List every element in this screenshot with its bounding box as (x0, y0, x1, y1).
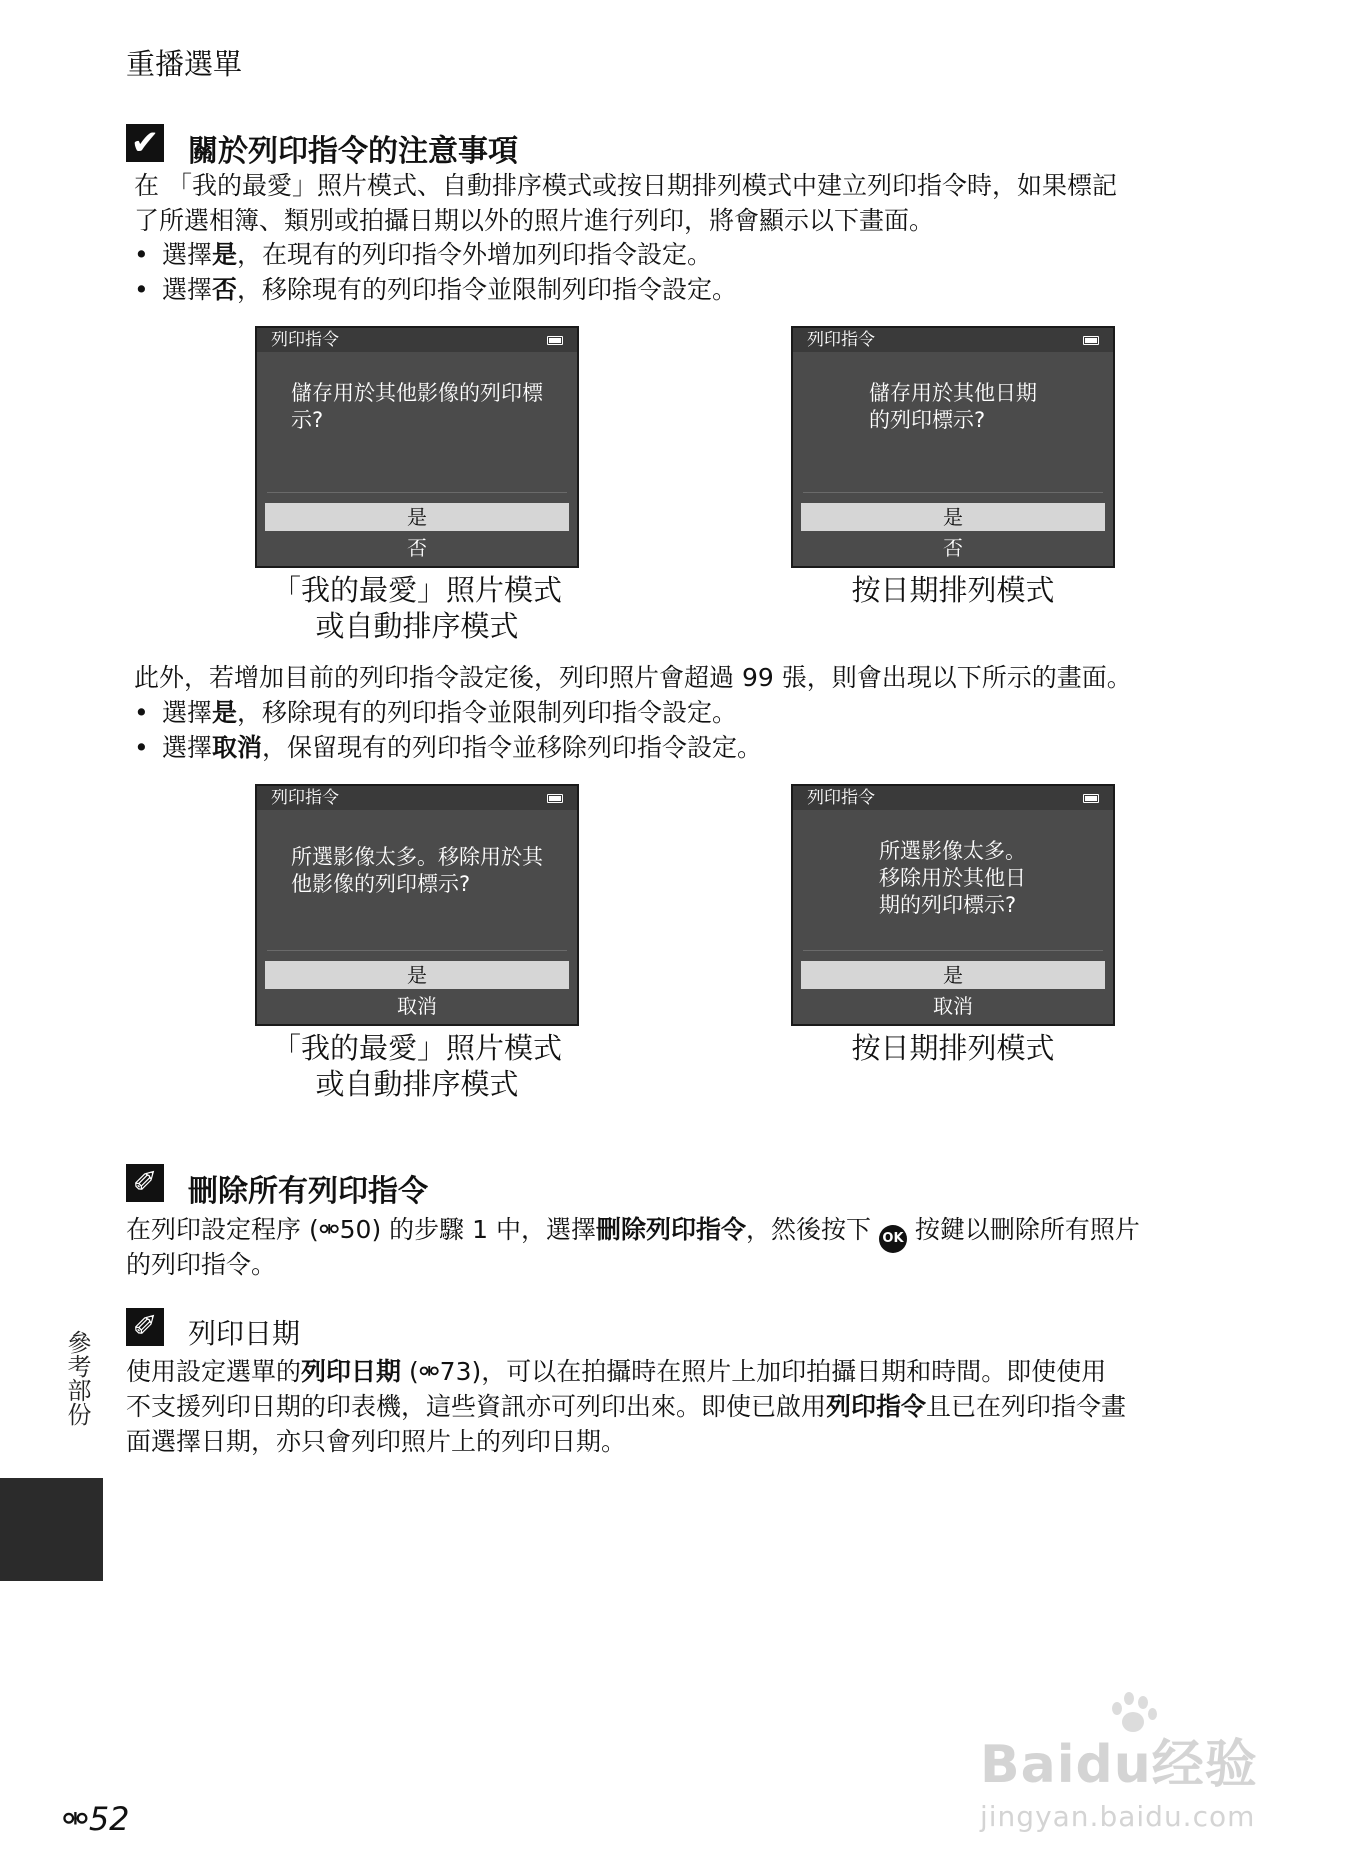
page-reference: ⚮50 (318, 1215, 372, 1244)
camera-screen-date (791, 326, 1115, 568)
screen-title: 列印指令 (793, 328, 1113, 352)
check-icon: ✔ (126, 124, 164, 162)
option-yes: 是 (265, 503, 569, 531)
bullet-text: ，在現有的列印指令外增加列印指令設定。 (237, 240, 713, 269)
screen-message-line2: 示? (291, 408, 324, 432)
screen-message-line3: 期的列印標示? (879, 893, 1017, 917)
screen-divider (803, 950, 1103, 951)
watermark-url: jingyan.baidu.com (980, 1800, 1256, 1833)
bullet-item: • 選擇是，移除現有的列印指令並限制列印指令設定。 (134, 698, 738, 727)
page-number: ⚮52 (62, 1800, 130, 1838)
bullet-item: • 選擇否，移除現有的列印指令並限制列印指令設定。 (134, 275, 738, 304)
text: ) 的步驟 1 中，選擇 (371, 1215, 596, 1244)
option-yes: 是 (265, 961, 569, 989)
section-title-delete-all: 刪除所有列印指令 (188, 1174, 428, 1209)
screen-message-line2: 移除用於其他日 (879, 866, 1026, 890)
section2-line1 (126, 1212, 1140, 1253)
text: 且已在列印指令畫 (926, 1392, 1127, 1421)
screen-caption-line2: 或自動排序模式 (315, 609, 519, 643)
option-no: 否 (407, 536, 427, 560)
battery-icon (547, 336, 563, 345)
bullet-text: 選擇 (162, 240, 213, 269)
section3-line2 (126, 1389, 1126, 1424)
section1-paragraph-line1: 在 「我的最愛」照片模式、自動排序模式或按日期排列模式中建立列印指令時，如果標記 (134, 171, 1117, 200)
section3-line1 (126, 1354, 1106, 1389)
menu-option: 列印指令 (826, 1392, 927, 1421)
option-yes: 是 (801, 503, 1105, 531)
option-cancel: 取消 (397, 994, 437, 1018)
screen-divider (267, 950, 567, 951)
screen-message-line1: 儲存用於其他影像的列印標 (291, 381, 543, 405)
section-title-print-date: 列印日期 (188, 1317, 301, 1350)
bullet-text: ，保留現有的列印指令並移除列印指令設定。 (262, 733, 763, 762)
screen-message-line2: 他影像的列印標示? (291, 872, 471, 896)
bullet-option: 是 (212, 240, 238, 269)
camera-screen-favorites (255, 326, 579, 568)
menu-option: 列印日期 (301, 1357, 402, 1386)
bullet-option: 取消 (212, 733, 263, 762)
screen-caption-line1: 「我的最愛」照片模式 (271, 1031, 562, 1065)
screen-divider (803, 492, 1103, 493)
note-icon: ✐ (126, 1164, 164, 1202)
section-title-print-order-notes: 關於列印指令的注意事項 (188, 134, 518, 169)
screen-caption: 按日期排列模式 (851, 573, 1055, 607)
running-head: 重播選單 (126, 47, 243, 81)
text: ，可以在拍攝時在照片上加印拍攝日期和時間。即使使用 (481, 1357, 1107, 1386)
option-yes: 是 (801, 961, 1105, 989)
bullet-text: 選擇 (162, 275, 213, 304)
page-reference: (⚮73) (401, 1357, 482, 1386)
section1-paragraph-line2: 了所選相簿、類別或拍攝日期以外的照片進行列印，將會顯示以下畫面。 (134, 206, 935, 235)
bullet-option: 是 (212, 698, 238, 727)
battery-icon (1083, 336, 1099, 345)
section2-line2: 的列印指令。 (126, 1250, 277, 1279)
bullet-text: 選擇 (162, 698, 213, 727)
watermark-brand: Baidu经验 (980, 1735, 1258, 1795)
screen-title: 列印指令 (257, 328, 577, 352)
screen-title: 列印指令 (257, 786, 577, 810)
camera-screen-too-many-favorites (255, 784, 579, 1026)
screen-message-line1: 所選影像太多。 (879, 839, 1026, 863)
bullet-text: ，移除現有的列印指令並限制列印指令設定。 (237, 275, 738, 304)
text: 不支援列印日期的印表機，這些資訊亦可列印出來。即使已啟用 (126, 1392, 827, 1421)
bullet-option: 否 (212, 275, 238, 304)
screen-message-line1: 儲存用於其他日期 (869, 381, 1037, 405)
text: 按鍵以刪除所有照片 (906, 1215, 1140, 1244)
screen-message-line2: 的列印標示? (869, 408, 986, 432)
screen-caption-line1: 「我的最愛」照片模式 (271, 573, 562, 607)
text: 在列印設定程序 ( (126, 1215, 319, 1244)
battery-icon (1083, 794, 1099, 803)
option-no: 否 (943, 536, 963, 560)
bullet-item: • 選擇取消，保留現有的列印指令並移除列印指令設定。 (134, 733, 763, 762)
bullet-text: 選擇 (162, 733, 213, 762)
section1-paragraph2: 此外，若增加目前的列印指令設定後，列印照片會超過 99 張，則會出現以下所示的畫面。 (134, 663, 1132, 692)
screen-title: 列印指令 (793, 786, 1113, 810)
menu-option: 刪除列印指令 (595, 1215, 746, 1244)
side-section-label: 參考部份 (63, 1330, 91, 1426)
bullet-item: • 選擇是，在現有的列印指令外增加列印指令設定。 (134, 240, 713, 269)
side-tab-marker (0, 1478, 103, 1581)
battery-icon (547, 794, 563, 803)
section3-line3: 面選擇日期，亦只會列印照片上的列印日期。 (126, 1427, 627, 1456)
screen-caption-line2: 或自動排序模式 (315, 1067, 519, 1101)
camera-screen-too-many-date (791, 784, 1115, 1026)
option-cancel: 取消 (933, 994, 973, 1018)
text: 使用設定選單的 (126, 1357, 302, 1386)
bullet-text: ，移除現有的列印指令並限制列印指令設定。 (237, 698, 738, 727)
note-icon: ✐ (126, 1308, 164, 1346)
screen-caption: 按日期排列模式 (851, 1031, 1055, 1065)
screen-divider (267, 492, 567, 493)
screen-message-line1: 所選影像太多。移除用於其 (291, 845, 543, 869)
ok-button-icon: OK (879, 1225, 907, 1253)
text: ，然後按下 (746, 1215, 879, 1244)
